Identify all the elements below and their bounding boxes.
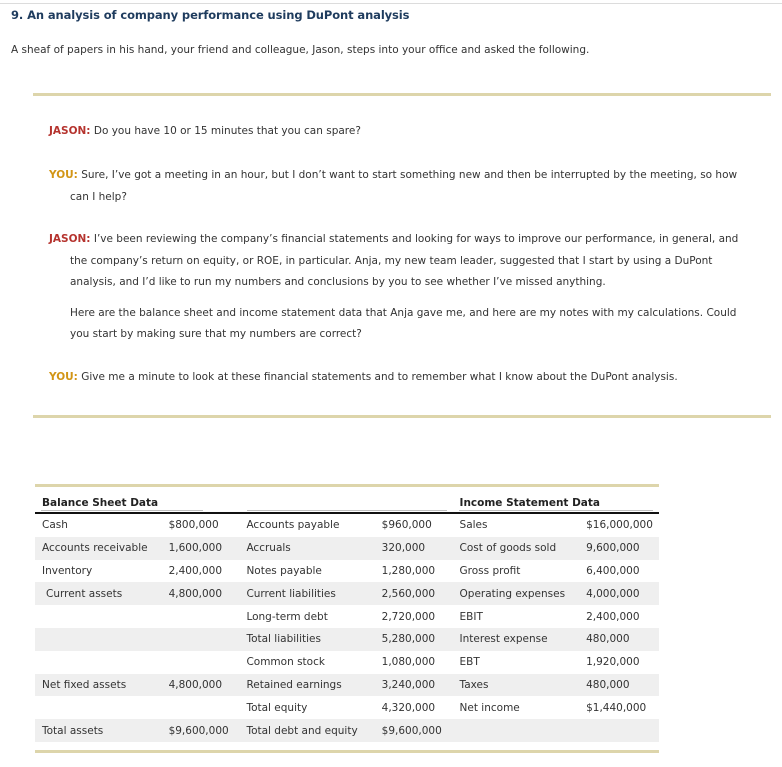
dialog-top-rule xyxy=(33,93,771,96)
speaker-jason: JASON: xyxy=(49,233,91,245)
dialog-text: you start by making sure that my numbers are correct? xyxy=(70,328,362,340)
dialog-text: I’ve been reviewing the company’s financial statements and looking for ways to improve our performance, in general, and xyxy=(90,233,739,245)
table-row xyxy=(35,560,659,583)
table-row xyxy=(35,513,659,537)
dialog-text: Sure, I’ve got a meeting in an hour, but I don’t want to start something new and then be interrupted by the meeting, so how xyxy=(77,169,738,181)
asset-value: 4,800,000 xyxy=(162,582,240,605)
liability-value: 4,320,000 xyxy=(381,701,436,714)
asset-label: Accounts receivable xyxy=(35,537,162,560)
liability-label: Total equity xyxy=(246,701,308,714)
liability-label: Accruals xyxy=(239,537,374,560)
asset-label: Net fixed assets xyxy=(35,674,162,697)
asset-value: 1,600,000 xyxy=(162,537,240,560)
table-row xyxy=(35,696,659,719)
income-label: Cost of goods sold xyxy=(453,537,580,560)
liability-value: $9,600,000 xyxy=(375,719,453,742)
speaker-you: YOU: xyxy=(49,371,78,383)
table-row xyxy=(35,719,659,742)
table-row xyxy=(35,628,659,651)
income-label: Interest expense xyxy=(453,628,580,651)
income-label: Sales xyxy=(459,519,488,532)
income-value: 9,600,000 xyxy=(579,537,659,560)
asset-value xyxy=(162,605,240,628)
asset-label: Cash xyxy=(42,519,68,532)
asset-value xyxy=(162,651,240,674)
income-label: Net income xyxy=(459,701,520,714)
income-statement-header: Income Statement Data xyxy=(453,492,659,513)
liability-value: 320,000 xyxy=(375,537,453,560)
table-top-rule xyxy=(35,484,659,487)
liability-value: 2,560,000 xyxy=(375,582,453,605)
asset-label xyxy=(35,696,162,719)
speaker-jason: JASON: xyxy=(49,125,91,137)
liability-label: Retained earnings xyxy=(239,674,374,697)
income-label: Taxes xyxy=(453,674,580,697)
income-value: 480,000 xyxy=(579,674,659,697)
asset-label xyxy=(35,628,162,651)
income-label: Gross profit xyxy=(459,564,521,577)
asset-value xyxy=(162,696,240,719)
income-label xyxy=(453,719,580,742)
asset-value: 2,400,000 xyxy=(168,564,223,577)
income-value: 1,920,000 xyxy=(586,656,640,669)
liability-label: Total liabilities xyxy=(239,628,374,651)
liability-label: Accounts payable xyxy=(246,519,340,532)
dialog-you-2 xyxy=(49,367,761,389)
table-row xyxy=(35,651,659,674)
asset-value xyxy=(162,628,240,651)
liability-label: Common stock xyxy=(246,656,325,669)
speaker-you: YOU: xyxy=(49,169,78,181)
dialog-jason-2 xyxy=(49,229,761,346)
dialog-jason-1 xyxy=(49,121,761,143)
dialog-you-1 xyxy=(49,165,761,208)
asset-label: Total assets xyxy=(35,719,162,742)
table-row xyxy=(35,605,659,628)
income-value: 480,000 xyxy=(579,628,659,651)
dialog-text: Here are the balance sheet and income statement data that Anja gave me, and here are my notes with my calculations. Could xyxy=(70,306,737,319)
income-label: Operating expenses xyxy=(453,582,580,605)
income-label: EBIT xyxy=(459,610,483,623)
income-value: 6,400,000 xyxy=(586,564,640,577)
income-value xyxy=(579,719,659,742)
dialog-text: Do you have 10 or 15 minutes that you can spare? xyxy=(90,125,361,137)
intro-text: A sheaf of papers in his hand, your friend and colleague, Jason, steps into your office and asked the following. xyxy=(11,44,590,56)
liability-label: Total debt and equity xyxy=(239,719,374,742)
asset-label: Inventory xyxy=(42,564,93,577)
income-value: 4,000,000 xyxy=(579,582,659,605)
liability-label: Notes payable xyxy=(246,564,322,577)
liability-value: 3,240,000 xyxy=(375,674,453,697)
top-divider xyxy=(0,3,782,4)
table-bottom-rule xyxy=(35,750,659,753)
dialog-bottom-rule xyxy=(33,415,771,418)
liability-value: 5,280,000 xyxy=(375,628,453,651)
liability-value: 1,280,000 xyxy=(381,564,436,577)
asset-label xyxy=(35,605,162,628)
liability-value: $960,000 xyxy=(381,519,432,532)
dialog-text: the company’s return on equity, or ROE, in particular. Anja, my new team leader, suggested that I start by using a DuPont xyxy=(70,254,713,267)
asset-value: 4,800,000 xyxy=(162,674,240,697)
income-value: $1,440,000 xyxy=(586,701,647,714)
question-title: 9. An analysis of company performance using DuPont analysis xyxy=(11,8,410,22)
financial-data-table xyxy=(35,492,659,742)
dialog-text: can I help? xyxy=(70,190,127,203)
income-value: 2,400,000 xyxy=(586,610,640,623)
liability-value: 2,720,000 xyxy=(381,610,436,623)
dialog-text: analysis, and I’d like to run my numbers and conclusions by you to see whether I’ve missed anything. xyxy=(70,276,606,288)
income-value: $16,000,000 xyxy=(586,519,653,532)
asset-value: $9,600,000 xyxy=(162,719,240,742)
liability-label: Long-term debt xyxy=(246,610,328,623)
table-row xyxy=(35,582,659,605)
table-row xyxy=(35,674,659,697)
asset-label: Current assets xyxy=(35,582,162,605)
asset-label xyxy=(35,651,162,674)
asset-value: $800,000 xyxy=(168,519,219,532)
liability-label: Current liabilities xyxy=(239,582,374,605)
dialog-text: Give me a minute to look at these financial statements and to remember what I know about the DuPont analysis. xyxy=(77,371,678,383)
table-header-row xyxy=(35,492,659,513)
balance-sheet-header: Balance Sheet Data xyxy=(35,492,453,513)
table-row xyxy=(35,537,659,560)
liability-value: 1,080,000 xyxy=(381,656,436,669)
income-label: EBT xyxy=(459,656,480,669)
